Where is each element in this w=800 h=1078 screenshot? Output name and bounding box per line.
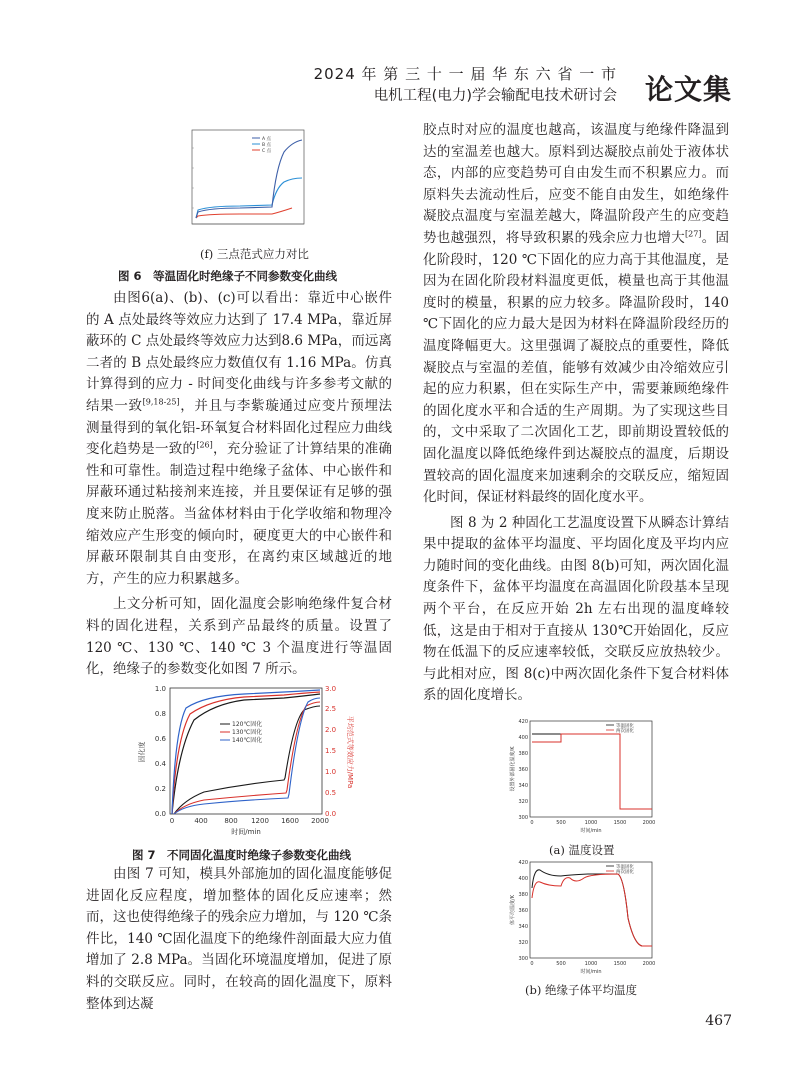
svg-text:0.6: 0.6 bbox=[154, 735, 166, 743]
svg-text:1600: 1600 bbox=[281, 817, 299, 825]
figure-7 bbox=[124, 680, 356, 840]
figure-8b-xlabel: 时间/min bbox=[580, 969, 602, 975]
svg-text:380: 380 bbox=[518, 892, 528, 898]
figure-8a-xlabel: 时间/min bbox=[580, 828, 602, 834]
right-p1-text: 胶点时对应的温度也越高，该温度与绝缘件降温到达的室温差也越大。原料到达凝胶点前处于液体状态，内部的应变趋势可自由发生而不积累应力。而原料失去流动性后，应变不能自由发生，如绝缘件凝胶点温度与室温差越大，降温阶段产生的应变趋势也越强烈，将导致积累的残余应力也增大 bbox=[423, 122, 729, 246]
citation-26: [26] bbox=[196, 440, 213, 450]
citation-27: [27] bbox=[685, 229, 702, 239]
right-p1b-text: 。固化阶段时，120 ℃下固化的应力高于其他温度，是因为在固化阶段材料温度更低，模量也高于其他温度时的模量，积累的应力较多。降温阶段时，140 ℃下固化的应力最大是因为材料在降温阶段经历的温度降幅更大。这里强调了凝胶点的重要性，降低凝胶点与室温的差值，能够有效减少由冷缩效应引起的应力积累，但在实际生产中，需要兼顾绝缘件的固化度水平和合适的生产周期。为了实现这些目的，文中采取了二次固化工艺，即前期设置较低的固化温度以降低绝缘件到达凝胶点的温度，后期设置较高的固化温度来加速剩余的交联反应，缩短固化时间，保证材料最终的固化度水平。 bbox=[423, 229, 730, 506]
figure-8a bbox=[508, 717, 658, 835]
svg-text:1000: 1000 bbox=[584, 961, 598, 967]
svg-text:500: 500 bbox=[556, 961, 566, 967]
figure-7-ylabel-left: 固化度 bbox=[138, 741, 146, 763]
svg-text:2.0: 2.0 bbox=[325, 726, 337, 734]
svg-text:2.5: 2.5 bbox=[325, 705, 337, 713]
svg-text:1.0: 1.0 bbox=[154, 685, 166, 693]
svg-text:两次固化: 两次固化 bbox=[616, 729, 634, 734]
legend-140: 140℃固化 bbox=[232, 737, 263, 744]
figure-6f-subcaption: (f) 三点范式应力对比 bbox=[200, 247, 309, 261]
left-paragraph-1 bbox=[86, 288, 392, 590]
svg-text:等温固化: 等温固化 bbox=[616, 724, 634, 729]
svg-text:320: 320 bbox=[518, 799, 528, 805]
legend-a: A 点 bbox=[262, 137, 272, 142]
curve-isothermal-setting bbox=[532, 734, 652, 809]
curve-two-stage-temperature bbox=[532, 874, 652, 946]
citation-9-18-25: [9,18-25] bbox=[142, 397, 180, 407]
figure-6-caption: 图 6 等温固化时绝缘子不同参数变化曲线 bbox=[118, 269, 338, 283]
svg-text:0.0: 0.0 bbox=[154, 810, 166, 818]
figure-8a-legend bbox=[606, 722, 634, 734]
header-conference-title: 2024 年 第 三 十 一 届 华 东 六 省 一 市 bbox=[313, 65, 617, 83]
svg-text:400: 400 bbox=[518, 876, 528, 882]
figure-6f bbox=[180, 128, 308, 236]
page-number: 467 bbox=[705, 1013, 732, 1029]
svg-text:0: 0 bbox=[530, 820, 534, 826]
legend-120: 120℃固化 bbox=[232, 721, 263, 728]
svg-text:420: 420 bbox=[518, 719, 528, 725]
header-conference-subtitle: 电机工程(电力)学会输配电技术研讨会 bbox=[373, 88, 617, 104]
svg-text:360: 360 bbox=[518, 908, 528, 914]
series-a-curve bbox=[196, 140, 302, 218]
figure-8b-plot bbox=[508, 858, 658, 976]
svg-text:0.0: 0.0 bbox=[325, 810, 337, 818]
svg-text:0.8: 0.8 bbox=[154, 710, 166, 718]
svg-text:400: 400 bbox=[518, 735, 528, 741]
svg-text:1200: 1200 bbox=[251, 817, 269, 825]
svg-text:1000: 1000 bbox=[584, 820, 598, 826]
svg-text:340: 340 bbox=[518, 783, 528, 789]
left-p1b-text: ，并且与李紫璇通过应变片预埋法测量得到的氧化铝-环氧复合材料固化过程应力曲线变化趋势是一致的 bbox=[86, 397, 393, 458]
figure-8a-plot bbox=[508, 717, 658, 835]
header-proceedings-label: 论文集 bbox=[644, 73, 732, 106]
svg-text:0.2: 0.2 bbox=[154, 785, 166, 793]
right-paragraph-2 bbox=[423, 513, 729, 707]
legend-130: 130℃固化 bbox=[232, 729, 263, 736]
figure-8a-subcaption: (a) 温度设置 bbox=[549, 843, 615, 857]
right-p2-text: 图 8 为 2 种固化工艺温度设置下从瞬态计算结果中提取的盆体平均温度、平均固化度及平均内应力随时间的变化曲线。由图 8(b)可知，两次固化温度条件下，盆体平均温度在高温固化阶段基本呈现两个平台，在反应开始 2h 左右出现的温度峰较低，这是由于相对于直接从 130℃开始固化，反应物在低温下的反应速率较低，交联反应放热较少。与此相对应，图 8(c)中两次固化条件下复合材料体系的固化度增长。 bbox=[423, 514, 729, 704]
figure-8b-ylabel: 体平均温度/K bbox=[510, 895, 516, 925]
svg-text:等温固化: 等温固化 bbox=[616, 865, 634, 870]
figure-7-plot bbox=[124, 680, 356, 840]
page-header bbox=[313, 63, 732, 107]
curve-cure-140 bbox=[172, 690, 320, 814]
legend-b: B 点 bbox=[262, 143, 272, 148]
svg-text:1500: 1500 bbox=[613, 961, 627, 967]
svg-text:两次固化: 两次固化 bbox=[616, 870, 634, 875]
figure-7-ylabel-right: 平均范式等效应力/MPa bbox=[346, 715, 354, 789]
svg-text:400: 400 bbox=[194, 817, 208, 825]
figure-8a-ylabel: 设置外部固化温度/K bbox=[510, 746, 516, 792]
svg-text:340: 340 bbox=[518, 924, 528, 930]
left-paragraph-2 bbox=[86, 594, 392, 680]
svg-text:2000: 2000 bbox=[642, 961, 656, 967]
svg-text:2000: 2000 bbox=[642, 820, 656, 826]
svg-text:0: 0 bbox=[530, 961, 534, 967]
left-p1c-text: ，充分验证了计算结果的准确性和可靠性。制造过程中绝缘子盆体、中心嵌件和屏蔽环通过粘接剂来连接，并且要保证有足够的强度来防止脱落。当盆体材料由于化学收缩和物理冷缩效应产生形变的倾向时，硬度更大的中心嵌件和屏蔽环限制其自由变形，在离约束区域越近的地方，产生的应力积累越多。 bbox=[86, 441, 393, 587]
svg-text:2000: 2000 bbox=[311, 817, 329, 825]
svg-text:0.4: 0.4 bbox=[154, 760, 166, 768]
curve-two-stage-setting bbox=[532, 734, 652, 809]
svg-text:320: 320 bbox=[518, 940, 528, 946]
svg-text:500: 500 bbox=[556, 820, 566, 826]
figure-6f-plot bbox=[180, 128, 308, 236]
figure-7-legend bbox=[220, 720, 262, 744]
svg-text:1500: 1500 bbox=[613, 820, 627, 826]
figure-8b bbox=[508, 858, 658, 976]
svg-text:1.5: 1.5 bbox=[325, 747, 337, 755]
left-p1-text: 由图6(a)、(b)、(c)可以看出：靠近中心嵌件的 A 点处最终等效应力达到了 17.4 MPa，靠近屏蔽环的 C 点处最终等效应力达到8.6 MPa，而远离二者的 B 点处最终应力数值仅有 1.16 MPa。仿真计算得到的应力 - 时间变化曲线与许多参考文献的结果一致 bbox=[86, 290, 392, 414]
figure-7-caption: 图 7 不同固化温度时绝缘子参数变化曲线 bbox=[132, 848, 352, 862]
right-paragraph-1 bbox=[423, 120, 729, 509]
left-p3-text: 由图 7 可知，模具外部施加的固化温度能够促进固化反应程度，增加整体的固化反应速率；然而，这也使得绝缘子的残余应力增加，与 120 ℃条件比，140 ℃固化温度下的绝缘件剖面最大应力值增加了 2.8 MPa。当固化环境温度增加，促进了原料的交联反应。同时，在较高的固化温度下，原料整体到达凝 bbox=[86, 866, 392, 1012]
svg-text:300: 300 bbox=[518, 815, 528, 821]
svg-text:3.0: 3.0 bbox=[325, 685, 337, 693]
svg-text:0.5: 0.5 bbox=[325, 789, 337, 797]
svg-text:380: 380 bbox=[518, 751, 528, 757]
curve-isothermal-temperature bbox=[532, 870, 652, 946]
figure-8b-legend bbox=[606, 863, 634, 875]
svg-text:1.0: 1.0 bbox=[325, 768, 337, 776]
figure-7-xlabel: 时间/min bbox=[231, 828, 261, 836]
left-paragraph-3 bbox=[86, 864, 392, 1015]
curve-stress-140 bbox=[174, 698, 320, 814]
figure-6f-legend bbox=[252, 135, 272, 154]
figure-8b-subcaption: (b) 绝缘子体平均温度 bbox=[525, 983, 637, 997]
svg-text:800: 800 bbox=[224, 817, 238, 825]
legend-c: C 点 bbox=[262, 149, 272, 154]
svg-text:360: 360 bbox=[518, 767, 528, 773]
svg-text:420: 420 bbox=[518, 860, 528, 866]
left-p2-text: 上文分析可知，固化温度会影响绝缘件复合材料的固化进程，关系到产品最终的质量。设置了 120 ℃、130 ℃、140 ℃ 3 个温度进行等温固化，绝缘子的参数变化如图 7 所示。 bbox=[86, 596, 392, 678]
svg-text:0: 0 bbox=[169, 817, 175, 825]
series-b-curve bbox=[196, 178, 302, 218]
svg-text:300: 300 bbox=[518, 956, 528, 962]
